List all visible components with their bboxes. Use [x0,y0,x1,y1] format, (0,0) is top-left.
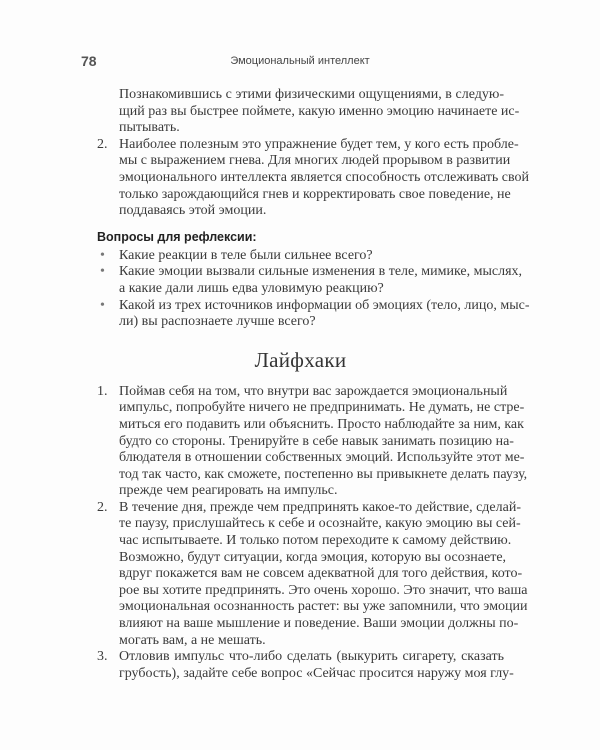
bullet-icon: • [100,247,105,263]
text-line: Возможно, будут ситуации, когда эмоция, которую вы осознаете, [119,549,507,565]
text-line: В течение дня, прежде чем предпринять какое-то действие, сделай- [119,499,521,515]
question-item [97,248,504,265]
text-line: прежде чем реагировать на импульс. [119,483,338,499]
text-line: вдруг покажется вам не совсем адекватной для того действия, кото- [119,566,523,582]
text-line: блюдателя в отношении собственных эмоций. Используйте этот ме- [119,450,525,466]
text-line: поддаваясь этой эмоции. [119,203,267,219]
text-line: эмоционального интеллекта является способность отслеживать свой [119,169,530,185]
page-number: 78 [81,53,97,69]
text-line: час испытываете. И только потом переходите к самому действию. [119,533,512,549]
list-number: 1. [97,383,108,399]
text-line: Какие реакции в теле были сильнее всего? [119,247,373,263]
text-line: могать вам, а не мешать. [119,632,266,648]
text-line: миться его подавить или объяснить. Просто наблюдайте за ним, как [119,416,524,432]
text-line: Какие эмоции вызвали сильные изменения в теле, мимике, мыслях, [119,264,523,280]
lifehack-item [97,499,528,649]
text-line: Наиболее полезным это упражнение будет тем, у кого есть пробле- [119,136,519,152]
question-item [97,264,523,297]
text-line: Поймав себя на том, что внутри вас зарождается эмоциональный [119,383,508,399]
bullet-icon: • [100,264,105,280]
text-line: щий раз вы быстрее поймете, какую именно эмоцию начинаете ис- [119,103,520,119]
questions-heading: Вопросы для рефлексии: [97,229,257,244]
intro-paragraph [97,87,520,137]
text-line: рое вы хотите предпринять. Это очень хорошо. Это значит, что ваша [119,582,528,598]
text-line: пытывать. [119,120,180,136]
lifehack-item [97,649,514,682]
text-line: будто со стороны. Тренируйте в себе навык занимать позицию на- [119,433,514,449]
lifehacks-list [97,383,528,683]
text-line: а какие дали лишь едва уловимую реакцию? [119,280,384,296]
text-line: Познакомившись с этими физическими ощущениями, в следую- [119,87,504,102]
text-line: Какой из трех источников информации об эмоциях (тело, лицо, мыс- [119,297,530,313]
text-line: только зарождающийся гнев и корректировать свое поведение, не [119,186,511,202]
running-title: Эмоциональный интеллект [230,55,370,67]
lifehack-item [97,383,528,500]
text-column [97,87,530,682]
section-title-lifehacks: Лайфхаки [254,347,347,372]
list-number: 2. [97,499,108,515]
list-item-2 [97,136,530,220]
text-line: ли) вы распознаете лучше всего? [119,314,316,330]
text-line: импульс, попробуйте ничего не предпринимать. Не думать, не стре- [119,400,525,416]
text-line: влияют на ваше мышление и поведение. Ваши эмоции должны по- [119,616,519,632]
questions-list [97,247,530,331]
text-line: те паузу, прислушайтесь к себе и осознайте, какую эмоцию вы сей- [119,516,521,532]
question-item [97,297,530,331]
text-line: грубость), задайте себе вопрос «Сейчас просится наружу моя глу- [119,665,514,681]
text-line: тод так часто, как сможете, постепенно вы привыкнете делать паузу, [119,466,528,482]
list-number: 3. [97,649,108,665]
text-line: мы с выражением гнева. Для многих людей прорывом в развитии [119,153,511,169]
bullet-icon: • [100,297,105,313]
text-line: Отловив импульс что-либо сделать (выкурить сигарету, сказать [119,649,504,665]
list-number: 2. [97,136,108,152]
text-line: эмоциональная осознанность растет: вы уже запомнили, что эмоции [119,599,528,615]
